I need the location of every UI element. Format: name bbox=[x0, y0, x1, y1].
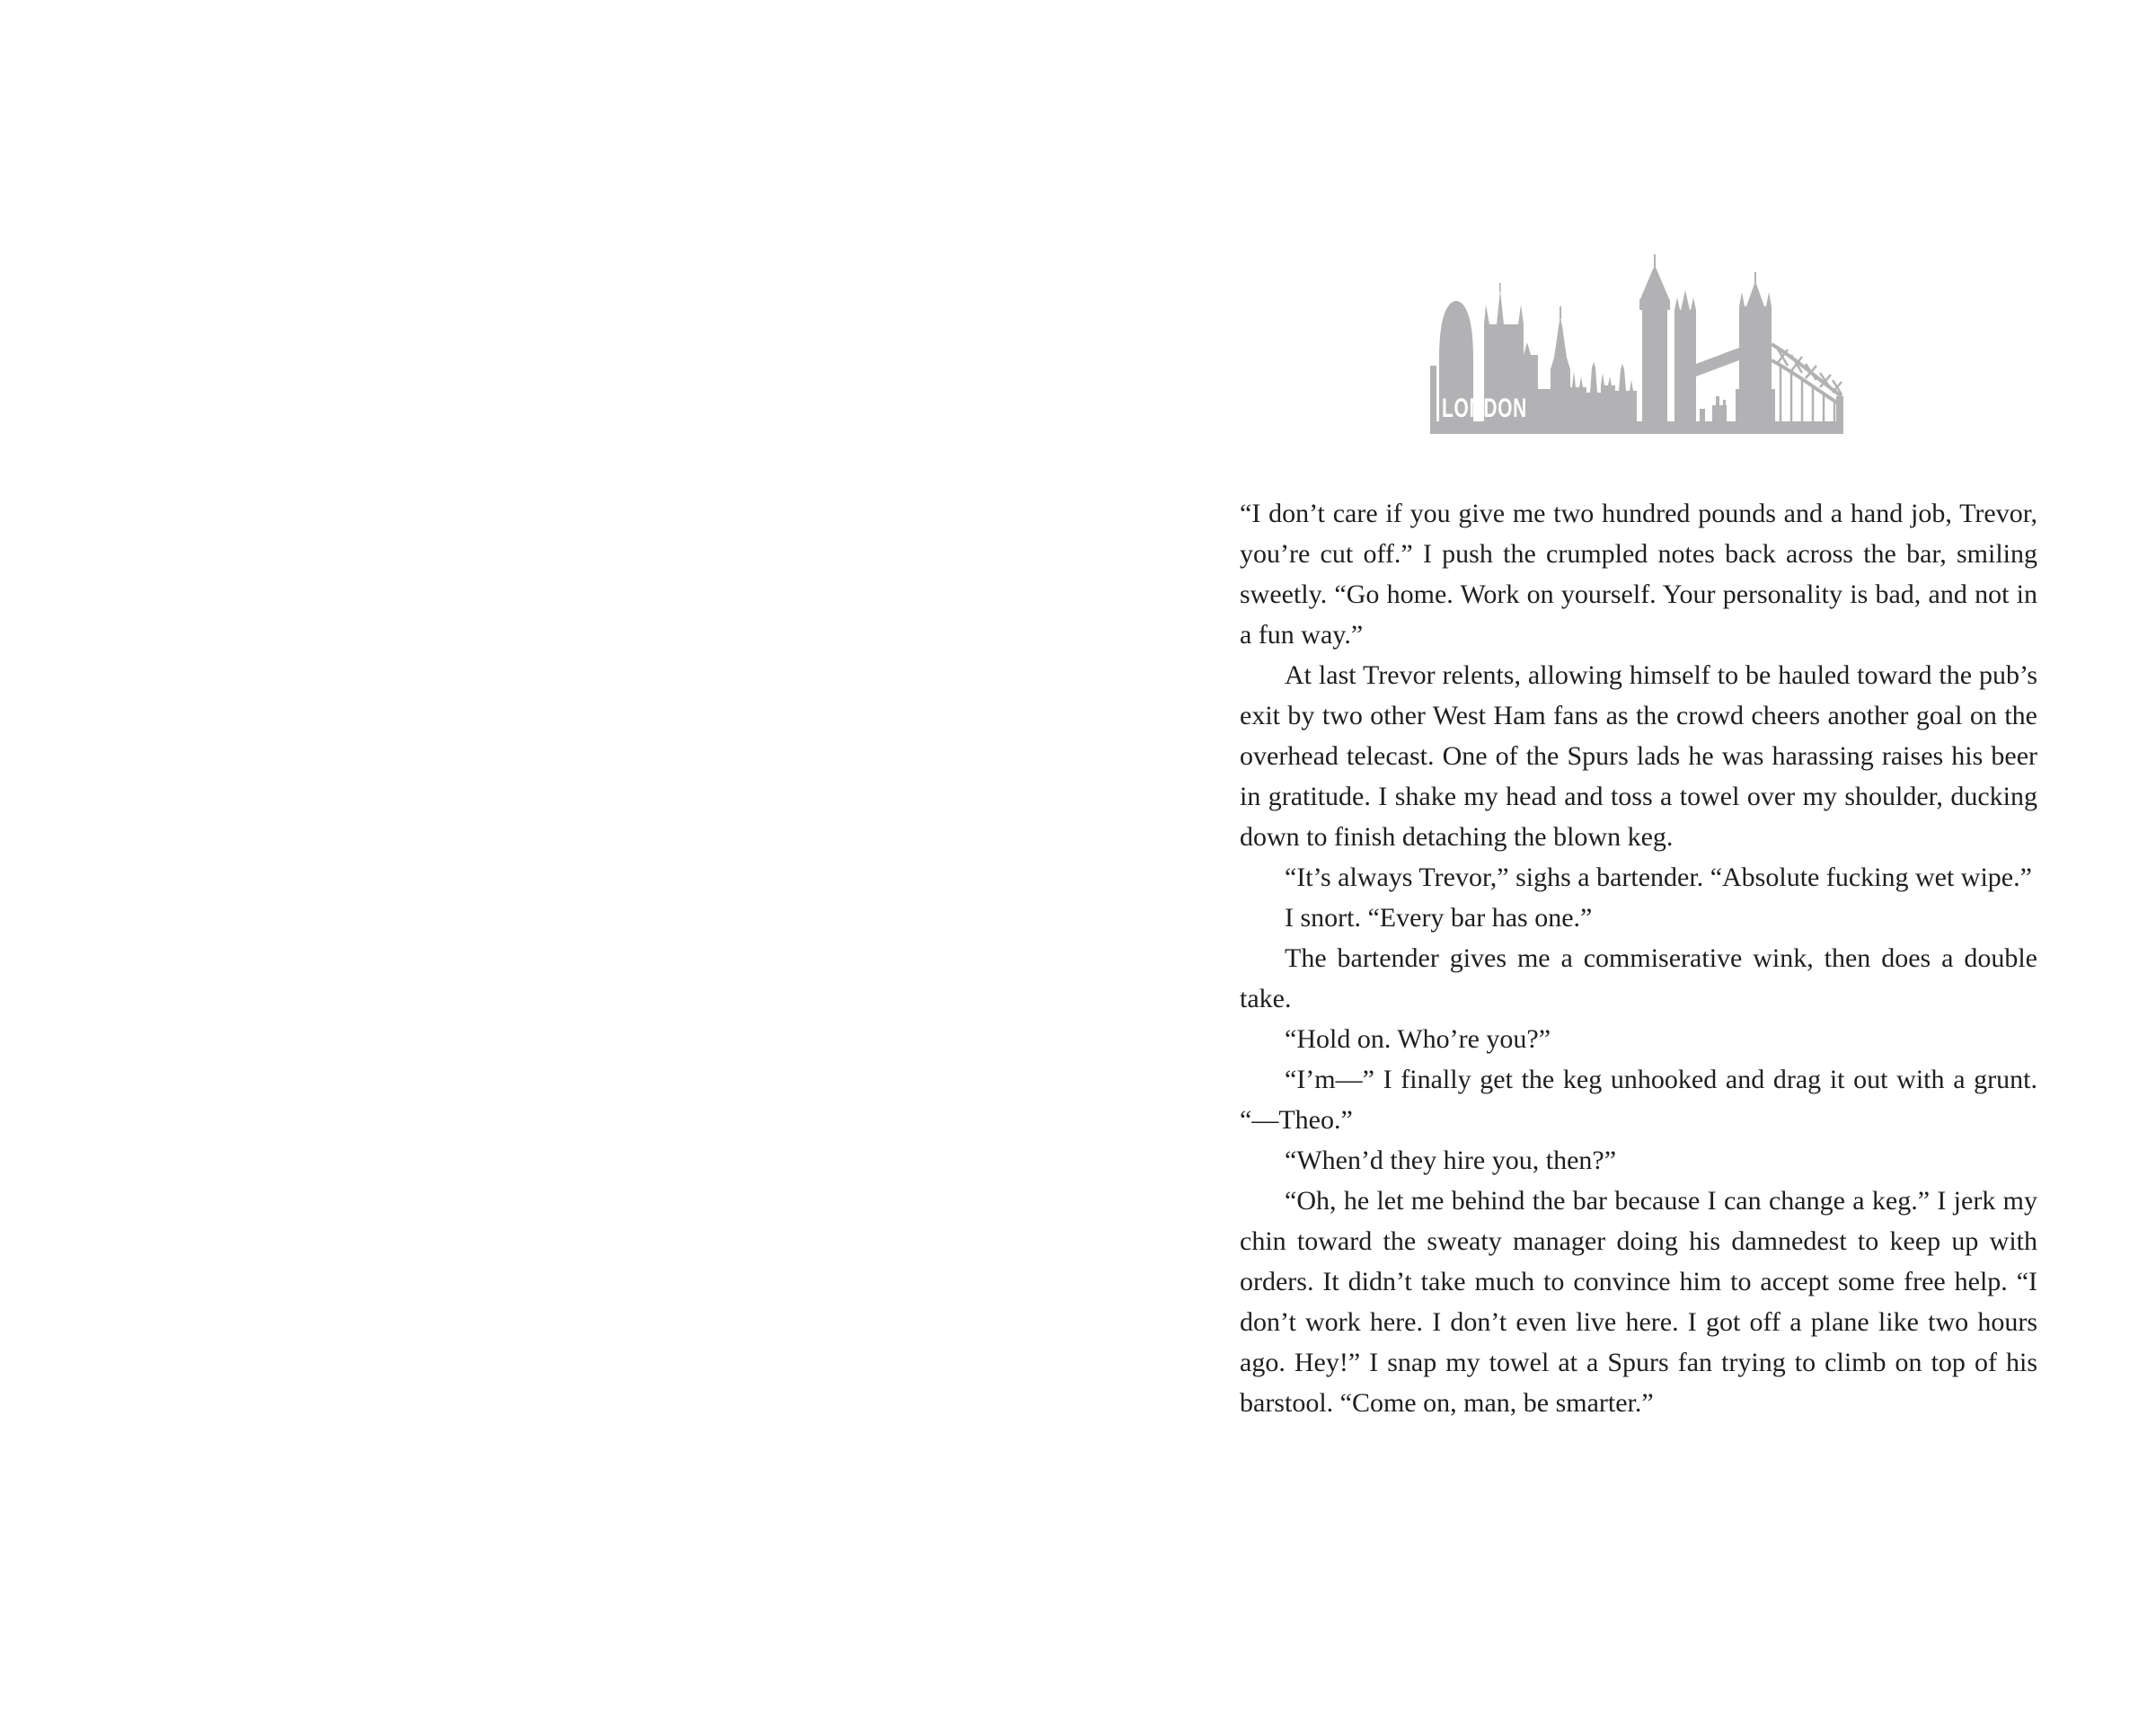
london-skyline-icon bbox=[1430, 254, 1843, 434]
paragraph-8: “When’d they hire you, then?” bbox=[1285, 1146, 1617, 1175]
paragraph-4: I snort. “Every bar has one.” bbox=[1285, 903, 1593, 933]
london-skyline-graphic bbox=[1430, 254, 1843, 434]
page-text-column bbox=[1240, 493, 2037, 1423]
paragraph-3: “It’s always Trevor,” sighs a bartender. “Absolute fucking wet wipe.” bbox=[1285, 862, 2032, 892]
paragraph-7: “I’m—” I finally get the keg unhooked and drag it out with a grunt. “—Theo.” bbox=[1240, 1065, 2037, 1135]
paragraph-9: “Oh, he let me behind the bar because I can change a keg.” I jerk my chin toward the sweaty manager doing his damnedest to keep up with orders. It didn’t take much to convince him to accept some free help. “I don’t work here. I don’t even live here. I got off a plane like two hours ago. Hey!” I snap my towel at a Spurs fan trying to climb on top of his barstool. “Come on, man, be smarter.” bbox=[1240, 1186, 2037, 1418]
london-label: LONDON bbox=[1442, 394, 1527, 423]
paragraph-1: “I don’t care if you give me two hundred pounds and a hand job, Trevor, you’re cut off.” I push the crumpled notes back across the bar, smiling sweetly. “Go home. Work on yourself. Your personality is bad, and not in a fun way.” bbox=[1240, 499, 2037, 650]
paragraph-6: “Hold on. Who’re you?” bbox=[1285, 1024, 1551, 1054]
paragraph-2: At last Trevor relents, allowing himself to be hauled toward the pub’s exit by two other West Ham fans as the crowd cheers another goal on the overhead telecast. One of the Spurs lads he was harassing raises his beer in gratitude. I shake my head and toss a towel over my shoulder, ducking down to finish detaching the blown keg. bbox=[1240, 660, 2037, 852]
paragraph-5: The bartender gives me a commiserative wink, then does a double take. bbox=[1240, 943, 2037, 1013]
